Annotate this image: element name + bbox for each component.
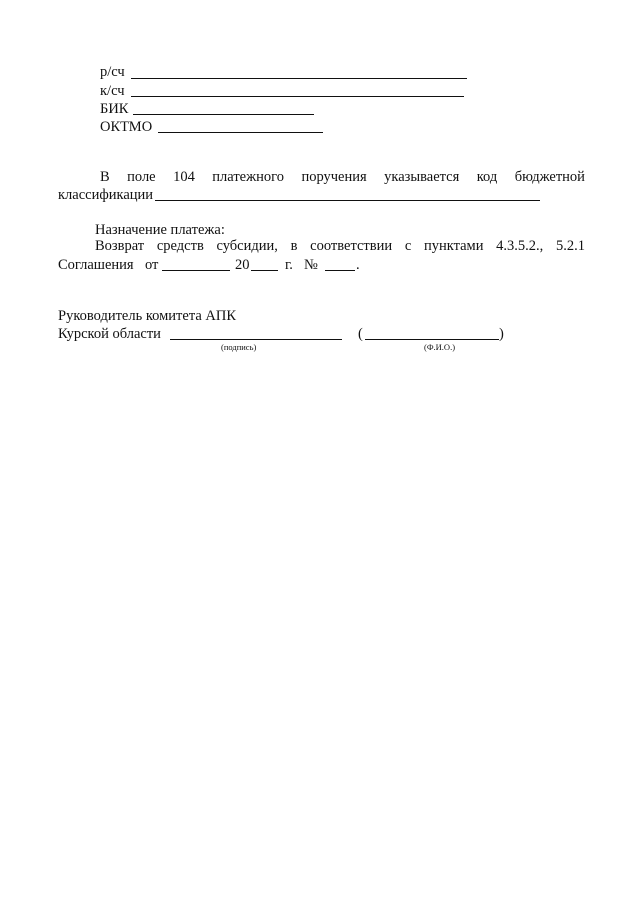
fio-open-paren: ( — [358, 326, 363, 342]
number-sign: № — [304, 257, 318, 273]
purpose-word: субсидии, — [216, 238, 278, 254]
fio-field-line — [365, 339, 499, 340]
kbk-word: указывается — [384, 169, 460, 185]
from-label: от — [145, 257, 159, 273]
kbk-word: 104 — [173, 169, 195, 185]
oktmo-label: ОКТМО — [100, 119, 153, 135]
position-line-1: Руководитель комитета АПК — [58, 308, 237, 324]
purpose-word: 4.3.5.2., — [496, 238, 544, 254]
kbk-word: В — [100, 169, 110, 185]
purpose-word: 5.2.1 — [556, 238, 585, 254]
kbk-word: код — [476, 169, 498, 185]
bik-label: БИК — [100, 101, 129, 117]
fio-close-paren: ) — [499, 326, 504, 342]
rs-label: р/сч — [100, 64, 125, 80]
year-suffix: г. — [285, 257, 293, 273]
rs-field-line — [131, 78, 467, 79]
kbk-label: классификации — [58, 187, 154, 203]
signature-field-line — [170, 339, 342, 340]
kbk-field-line — [155, 200, 540, 201]
year-prefix: 20 — [235, 257, 250, 273]
bik-field-line — [133, 114, 314, 115]
kbk-word: поле — [127, 169, 156, 185]
ks-label: к/сч — [100, 83, 125, 99]
number-field-line — [325, 270, 355, 271]
position-line-2: Курской области — [58, 326, 161, 342]
kbk-word: бюджетной — [514, 169, 585, 185]
kbk-line-1 — [100, 169, 585, 185]
purpose-word: средств — [156, 238, 204, 254]
agreement-label: Соглашения — [58, 257, 134, 273]
purpose-line-1 — [95, 238, 585, 254]
date-field-line — [162, 270, 230, 271]
year-field-line — [251, 270, 278, 271]
purpose-word: с — [404, 238, 412, 254]
purpose-word: в — [290, 238, 298, 254]
purpose-word: Возврат — [95, 238, 145, 254]
end-period: . — [356, 257, 360, 273]
purpose-title: Назначение платежа: — [95, 222, 225, 238]
purpose-word: пунктами — [423, 238, 484, 254]
kbk-word: поручения — [301, 169, 367, 185]
kbk-word: платежного — [212, 169, 284, 185]
oktmo-field-line — [158, 132, 323, 133]
purpose-word: соответствии — [310, 238, 393, 254]
sign-caption: (подпись) — [221, 342, 257, 352]
fio-caption: (Ф.И.О.) — [424, 342, 456, 352]
ks-field-line — [131, 96, 464, 97]
